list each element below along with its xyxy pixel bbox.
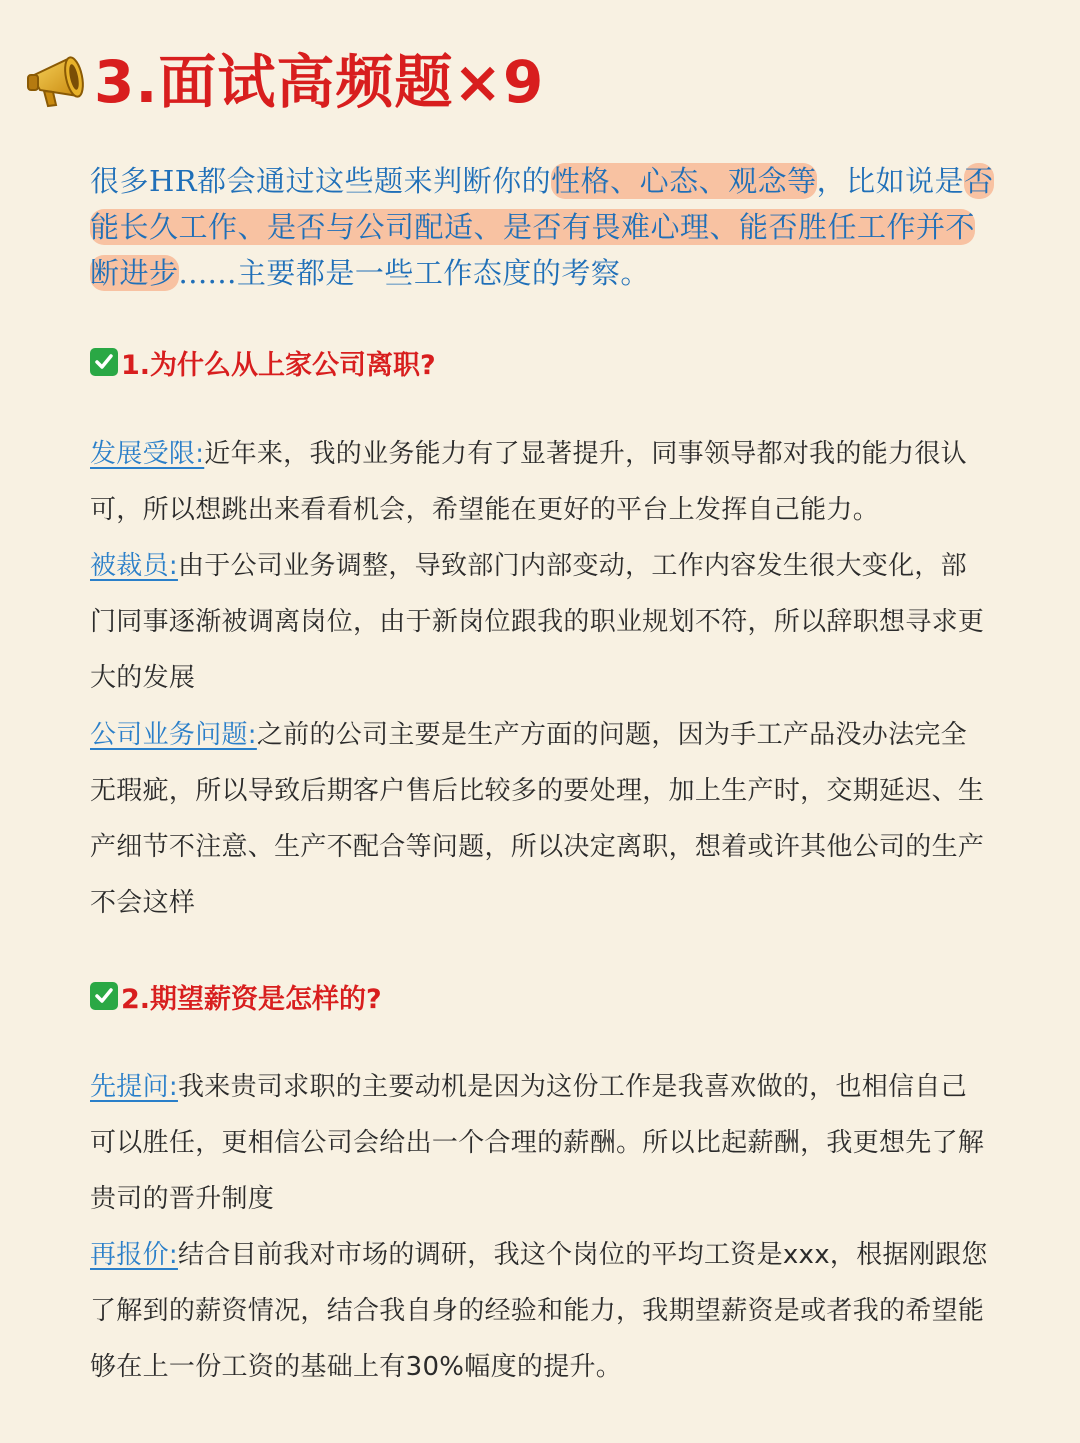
- answer-text: 结合目前我对市场的调研，我这个岗位的平均工资是xxx，根据刚跟您了解到的薪资情况，结合我自身的经验和能力，我期望薪资是或者我的希望能够在上一份工资的基础上有30%幅度的提升。: [90, 1240, 988, 1382]
- intro-highlight: 性格、心态、观念等: [551, 164, 817, 198]
- question-title: 1.为什么从上家公司离职?: [121, 349, 436, 381]
- answer-block: [90, 707, 990, 931]
- answer-text: 之前的公司主要是生产方面的问题，因为手工产品没办法完全无瑕疵，所以导致后期客户售后比较多的要处理，加上生产时，交期延迟、生产细节不注意、生产不配合等问题，所以决定离职，想着或许其他公司的生产不会这样: [90, 720, 985, 918]
- answer-block: [90, 426, 990, 538]
- answer-term: 再报价:: [90, 1240, 178, 1270]
- answer-text: 我来贵司求职的主要动机是因为这份工作是我喜欢做的，也相信自己可以胜任，更相信公司会给出一个合理的薪酬。所以比起薪酬，我更想先了解贵司的晋升制度: [90, 1072, 985, 1214]
- page-title: 3.面试高频题×9: [94, 48, 545, 116]
- answer-block: [90, 538, 990, 706]
- intro-text: ，比如说是: [816, 164, 965, 198]
- intro-highlight: 否能长久工作、是否与公司配适、是否有畏难心理、能否胜任工作并不断进步: [90, 164, 994, 290]
- title-row: [26, 42, 544, 122]
- answer-text: 由于公司业务调整，导致部门内部变动，工作内容发生很大变化，部门同事逐渐被调离岗位，由于新岗位跟我的职业规划不符，所以辞职想寻求更大的发展: [90, 551, 985, 693]
- answer-term: 被裁员:: [90, 551, 178, 581]
- intro-paragraph: [90, 158, 1000, 296]
- answer-text: 近年来，我的业务能力有了显著提升，同事领导都对我的能力很认可，所以想跳出来看看机会，希望能在更好的平台上发挥自己能力。: [90, 439, 967, 525]
- megaphone-icon: [26, 50, 92, 114]
- checkmark-icon: [90, 348, 118, 376]
- answer-term: 公司业务问题:: [90, 720, 257, 750]
- question-title: 2.期望薪资是怎样的?: [121, 983, 382, 1015]
- answer-term: 发展受限:: [90, 439, 205, 469]
- intro-text: 很多HR都会通过这些题来判断你的: [90, 164, 552, 198]
- answer-block: [90, 1059, 990, 1227]
- answer-block: [90, 1227, 990, 1395]
- intro-text: ......主要都是一些工作态度的考察。: [178, 256, 650, 290]
- question-heading: [90, 340, 436, 384]
- answer-term: 先提问:: [90, 1072, 178, 1102]
- checkmark-icon: [90, 982, 118, 1010]
- question-heading: [90, 974, 382, 1018]
